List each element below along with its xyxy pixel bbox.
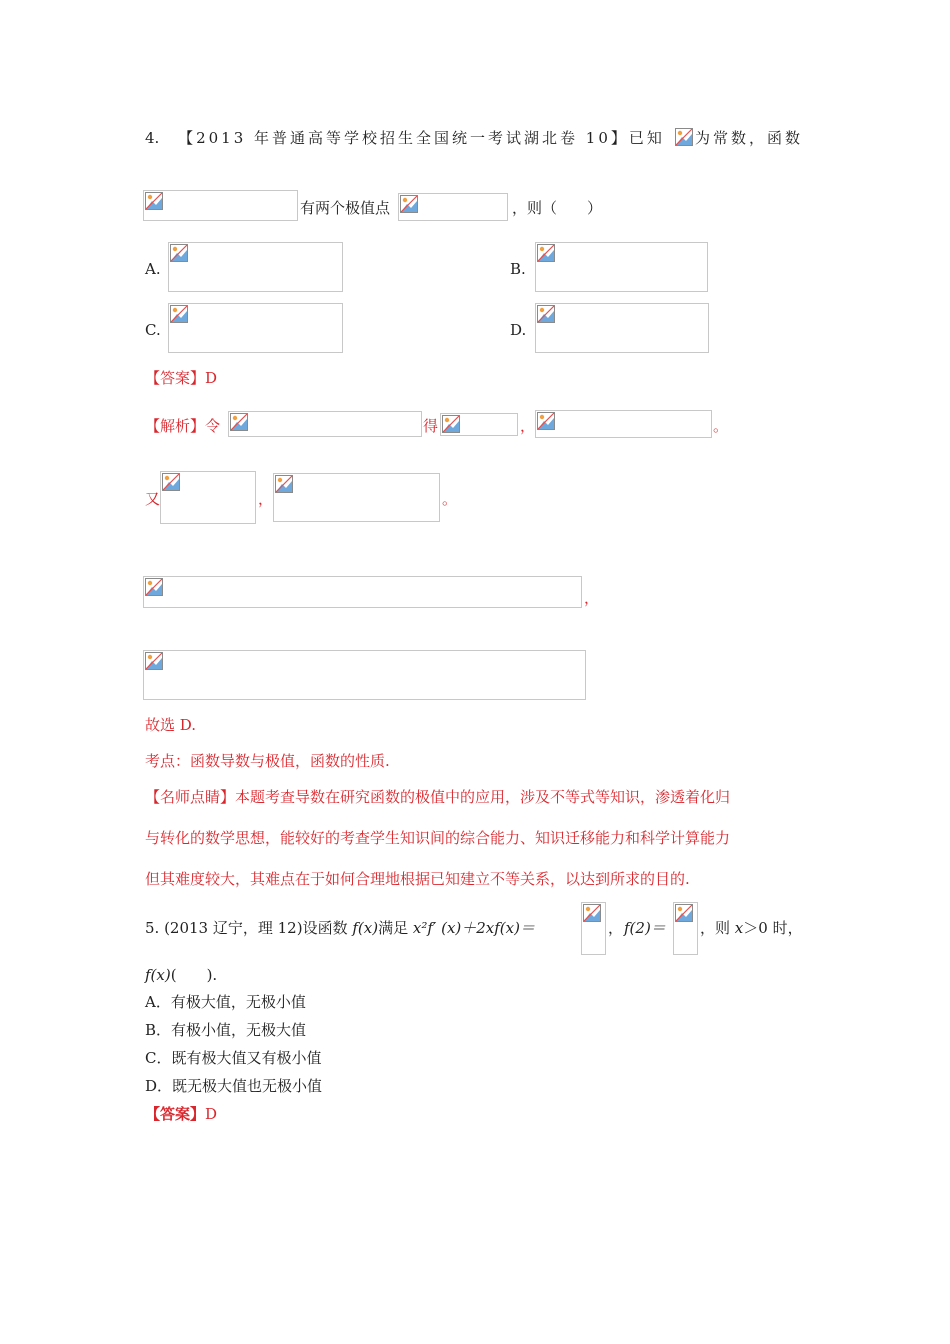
broken-image-icon — [145, 192, 163, 210]
q5-answer-tag: 【答案】 — [145, 1105, 206, 1123]
q5-image-f2 — [673, 902, 698, 955]
analysis-image-7 — [143, 650, 586, 700]
answer-tag: 【答案】 — [145, 369, 206, 387]
q5-option-c: C．既有极大值又有极小值 — [145, 1049, 322, 1067]
broken-image-icon — [400, 195, 418, 213]
known-suffix: 为常数，函数 — [695, 129, 804, 147]
q5-comma: ， — [608, 919, 624, 937]
broken-image-icon — [675, 904, 693, 922]
teacher-comment-line-3: 但其难度较大，其难点在于如何合理地根据已知建立不等关系，以达到所求的目的. — [145, 870, 690, 888]
choose-answer: 故选 D. — [145, 716, 197, 734]
q5-satisfy: 满足 — [378, 919, 409, 937]
analysis-comma-1: ， — [520, 417, 536, 435]
question-5-line-2 — [145, 965, 217, 985]
q5-f2: f(2)＝ — [624, 919, 666, 937]
analysis-you: 又 — [145, 490, 161, 508]
broken-image-icon — [537, 244, 555, 262]
analysis-comma-3: ， — [584, 589, 600, 607]
question-5-line-1 — [145, 918, 535, 938]
q5-option-b: B．有极小值，无极大值 — [145, 1021, 307, 1039]
formula-image-a — [675, 128, 693, 146]
option-c-label: C. — [145, 321, 161, 339]
option-b-image — [535, 242, 708, 292]
q5-option-d: D．既无极大值也无极小值 — [145, 1077, 323, 1095]
q5-equation: x²f′ (x)＋2xf(x)＝ — [412, 919, 535, 937]
broken-image-icon — [145, 578, 163, 596]
analysis-image-5 — [273, 473, 440, 522]
broken-image-icon — [170, 305, 188, 323]
question-source: 【2013 年普通高等学校招生全国统一考试湖北卷 10】已知 — [178, 129, 665, 147]
question-number: 4. — [145, 129, 160, 147]
q5-then — [700, 918, 803, 938]
q5-fx-2: f(x) — [145, 966, 171, 984]
broken-image-icon — [583, 904, 601, 922]
option-c-image — [168, 303, 343, 353]
broken-image-icon — [275, 475, 293, 493]
analysis-image-2 — [440, 413, 518, 436]
analysis-tag — [145, 416, 220, 436]
broken-image-icon — [145, 652, 163, 670]
option-d-label: D. — [510, 321, 527, 339]
answer-value: D — [205, 369, 218, 387]
analysis-image-1 — [228, 411, 422, 437]
option-a-label: A. — [145, 260, 161, 278]
broken-image-icon — [675, 128, 693, 146]
answer-line-q5 — [145, 1104, 217, 1124]
key-points: 考点：函数导数与极值，函数的性质. — [145, 752, 390, 770]
analysis-comma-2: ， — [258, 490, 274, 508]
question-4-header — [145, 128, 665, 148]
two-extreme-points-text: 有两个极值点 — [300, 199, 391, 217]
analysis-period-2: 。 — [442, 490, 458, 508]
broken-image-icon — [170, 244, 188, 262]
q5-condition: ＞0 时， — [743, 919, 803, 937]
analysis-period-1: 。 — [713, 417, 729, 435]
analysis-image-4 — [160, 471, 256, 524]
q5-fx: f(x) — [352, 919, 379, 937]
q5-x: x — [734, 919, 744, 937]
option-b-label: B. — [510, 260, 526, 278]
q5-then-text: ，则 — [700, 919, 731, 937]
q5-option-a: A．有极大值，无极小值 — [145, 993, 306, 1011]
broken-image-icon — [537, 412, 555, 430]
then-paren: ，则（ ） — [512, 199, 603, 217]
q5-answer-value: D — [205, 1105, 218, 1123]
q5-paren: ( ). — [170, 966, 218, 984]
broken-image-icon — [162, 473, 180, 491]
answer-line-q4 — [145, 368, 217, 388]
analysis-label: 【解析】 — [145, 417, 206, 435]
option-a-image — [168, 242, 343, 292]
analysis-image-6 — [143, 576, 582, 608]
formula-image-function — [143, 190, 298, 221]
q5-prefix: 5. (2013 辽宁，理 12)设函数 — [145, 919, 348, 937]
teacher-comment-line-1: 【名师点睛】本题考查导数在研究函数的极值中的应用，涉及不等式等知识，渗透着化归 — [145, 788, 731, 806]
analysis-image-3 — [535, 410, 712, 438]
broken-image-icon — [442, 415, 460, 433]
option-d-image — [535, 303, 709, 353]
broken-image-icon — [230, 413, 248, 431]
teacher-comment-line-2: 与转化的数学思想，能较好的考查学生知识间的综合能力、知识迁移能力和科学计算能力 — [145, 829, 731, 847]
analysis-de: 得 — [423, 417, 439, 435]
q5-image-rhs — [581, 902, 606, 955]
broken-image-icon — [537, 305, 555, 323]
formula-image-extreme-points — [398, 193, 508, 221]
analysis-ling: 令 — [205, 417, 221, 435]
